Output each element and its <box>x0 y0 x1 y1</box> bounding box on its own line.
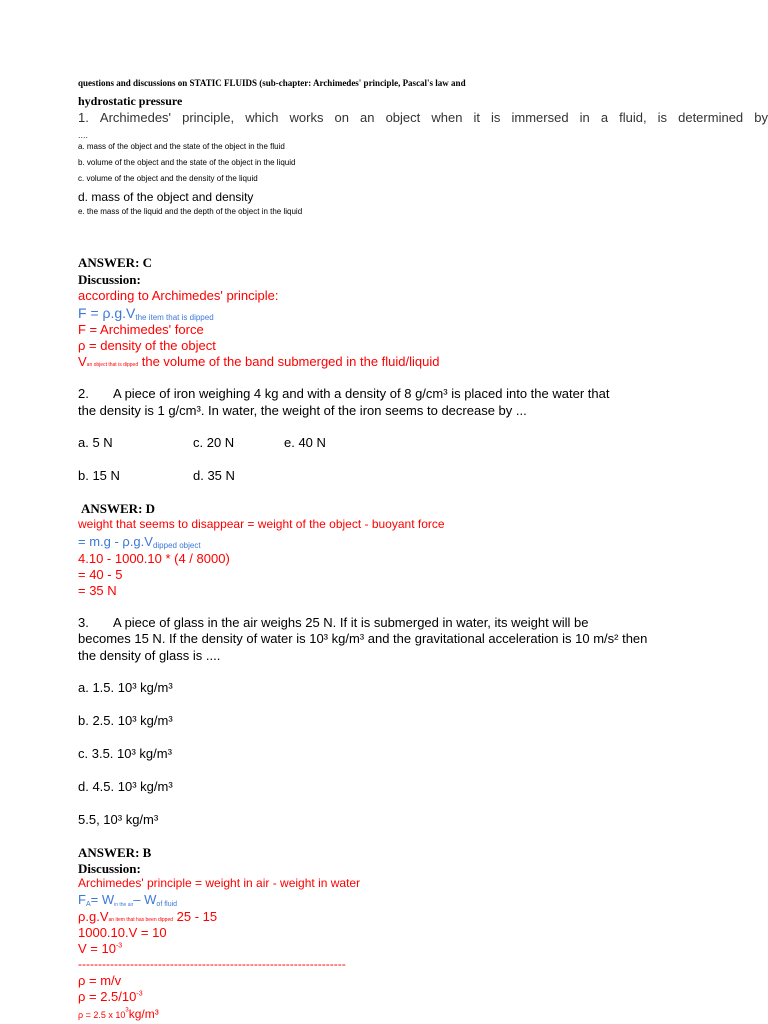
q2-option-a: a. 5 N <box>78 435 113 450</box>
q2-option-e: e. 40 N <box>284 435 326 450</box>
q3-discussion-label: Discussion: <box>78 861 141 876</box>
q1-stem-word: an <box>360 110 375 125</box>
q3-discussion-line8 <box>78 1006 159 1022</box>
q3-stem-line1-text: A piece of glass in the air weighs 25 N. If it is submerged in water, its weight will be <box>113 615 589 630</box>
q2-stem-line1-text: A piece of iron weighing 4 kg and with a density of 8 g/cm³ is placed into the water that <box>113 386 610 401</box>
q1-stem-word: in <box>579 110 590 125</box>
q3-option-d: d. 4.5. 10³ kg/m³ <box>78 779 173 794</box>
q2-discussion-line1: weight that seems to disappear = weight of the object - buoyant force <box>78 517 445 531</box>
q2-discussion-line4: = 40 - 5 <box>78 567 123 582</box>
q3-discussion-line4: 1000.10.V = 10 <box>78 925 167 940</box>
q1-option-a: a. mass of the object and the state of the object in the fluid <box>78 142 285 151</box>
q1-stem-word: is <box>491 110 501 125</box>
q3-discussion-line5 <box>78 942 122 955</box>
q3-f: F <box>78 892 86 907</box>
q1-stem-word: a <box>600 110 609 125</box>
q1-discussion-line1: according to Archimedes' principle: <box>78 288 279 303</box>
q3-l3-subscript: an item that has been dipped <box>108 917 174 923</box>
q3-stem-line2: becomes 15 N. If the density of water is 10³ kg/m³ and the gravitational acceleration is 10 m/s² then <box>78 631 648 646</box>
q2-option-c: c. 20 N <box>193 435 235 450</box>
q1-discussion-line4: ρ = density of the object <box>78 338 216 353</box>
q3-f-subscript-fluid: of fluid <box>156 901 178 908</box>
q1-stem-word: it <box>473 110 480 125</box>
q1-stem-word: object <box>385 110 421 125</box>
q1-stem-continuation: .... <box>78 130 89 140</box>
q3-stem-line1 <box>78 616 588 629</box>
q3-f-subscript: A <box>85 901 91 908</box>
q3-discussion-line6: ρ = m/v <box>78 973 122 988</box>
q1-stem-word: on <box>334 110 349 125</box>
q1-answer: ANSWER: C <box>78 255 153 270</box>
q3-discussion-line3 <box>78 910 217 923</box>
q1-line5-v: V <box>78 354 87 369</box>
q3-discussion-line7 <box>78 990 143 1003</box>
q2-discussion-line3: 4.10 - 1000.10 * (4 / 8000) <box>78 551 230 566</box>
q1-stem-word: Archimedes' <box>99 110 172 125</box>
q1-stem-word: fluid, <box>619 110 647 125</box>
q1-line5-subscript: an object that is dipped <box>86 362 139 368</box>
q1-formula-subscript: the item that is dipped <box>135 313 214 322</box>
q2-discussion-line2 <box>78 535 201 550</box>
q3-l7-superscript: -3 <box>136 990 143 998</box>
q3-option-b: b. 2.5. 10³ kg/m³ <box>78 713 173 728</box>
q3-option-a: a. 1.5. 10³ kg/m³ <box>78 680 173 695</box>
q3-l7-main: ρ = 2.5/10 <box>78 989 137 1004</box>
q3-divider: ------------------------------------------------------------------- <box>78 957 346 971</box>
q1-stem <box>78 111 768 124</box>
document-title-line2: hydrostatic pressure <box>78 94 183 108</box>
q2-discussion-line5: = 35 N <box>78 583 117 598</box>
q1-stem-word: is <box>657 110 668 125</box>
q3-discussion-line1: Archimedes' principle = weight in air - weight in water <box>78 876 361 890</box>
q2-line2-main: = m.g - ρ.g.V <box>78 534 153 549</box>
q3-option-c: c. 3.5. 10³ kg/m³ <box>78 746 172 761</box>
q2-option-b: b. 15 N <box>78 468 120 483</box>
q3-f-subscript-air: in the air <box>114 902 134 908</box>
q3-formula-buoyant <box>78 893 177 908</box>
q2-stem-line2: the density is 1 g/cm³. In water, the weight of the iron seems to decrease by ... <box>78 403 527 418</box>
q3-stem-line3: the density of glass is .... <box>78 648 221 663</box>
q3-f-eq: = W <box>90 892 115 907</box>
q1-formula <box>78 306 214 322</box>
q3-f-minus: – W <box>133 892 157 907</box>
q3-l5-main: V = 10 <box>78 941 116 956</box>
q2-answer: ANSWER: D <box>81 501 156 516</box>
q1-line5-rest: the volume of the band submerged in the fluid/liquid <box>138 354 440 369</box>
q1-option-e: e. the mass of the liquid and the depth of the object in the liquid <box>78 207 303 216</box>
q2-stem-line1 <box>78 387 609 400</box>
q1-stem-word: immersed <box>511 110 569 125</box>
q1-discussion-line3: F = Archimedes' force <box>78 322 204 337</box>
document-title-line1: questions and discussions on STATIC FLUIDS (sub-chapter: Archimedes' principle, Pascal's law and <box>78 78 466 88</box>
q1-stem-word: 1. <box>78 110 89 125</box>
q1-stem-word: when <box>431 110 463 125</box>
q3-l8-rest: kg/m³ <box>128 1007 159 1021</box>
q3-l5-superscript: -3 <box>115 942 123 950</box>
q2-option-d: d. 35 N <box>193 468 235 483</box>
q1-option-c: c. volume of the object and the density of the liquid <box>78 174 258 183</box>
q1-option-d: d. mass of the object and density <box>78 190 254 204</box>
q2-number: 2. <box>78 386 89 401</box>
q3-answer: ANSWER: B <box>78 845 152 860</box>
q3-l3-main: ρ.g.V <box>78 909 109 924</box>
q3-number: 3. <box>78 615 89 630</box>
q3-option-e: 5.5, 10³ kg/m³ <box>78 812 159 827</box>
q3-l8-superscript: 3 <box>125 1007 129 1014</box>
q3-l3-rest: 25 - 15 <box>173 909 218 924</box>
q1-stem-word: by <box>754 110 768 125</box>
q1-discussion-line5 <box>78 355 439 368</box>
q3-l8-main: ρ = 2.5 x 10 <box>78 1010 126 1020</box>
q2-line2-subscript: dipped object <box>152 541 201 550</box>
q1-discussion-label: Discussion: <box>78 272 141 287</box>
q1-formula-main: F = ρ.g.V <box>78 305 136 321</box>
q1-stem-word: which <box>245 110 279 125</box>
q1-stem-word: works <box>289 110 324 125</box>
q1-stem-word: principle, <box>182 110 235 125</box>
q1-option-b: b. volume of the object and the state of the object in the liquid <box>78 158 296 167</box>
q1-stem-word: determined <box>678 110 744 125</box>
